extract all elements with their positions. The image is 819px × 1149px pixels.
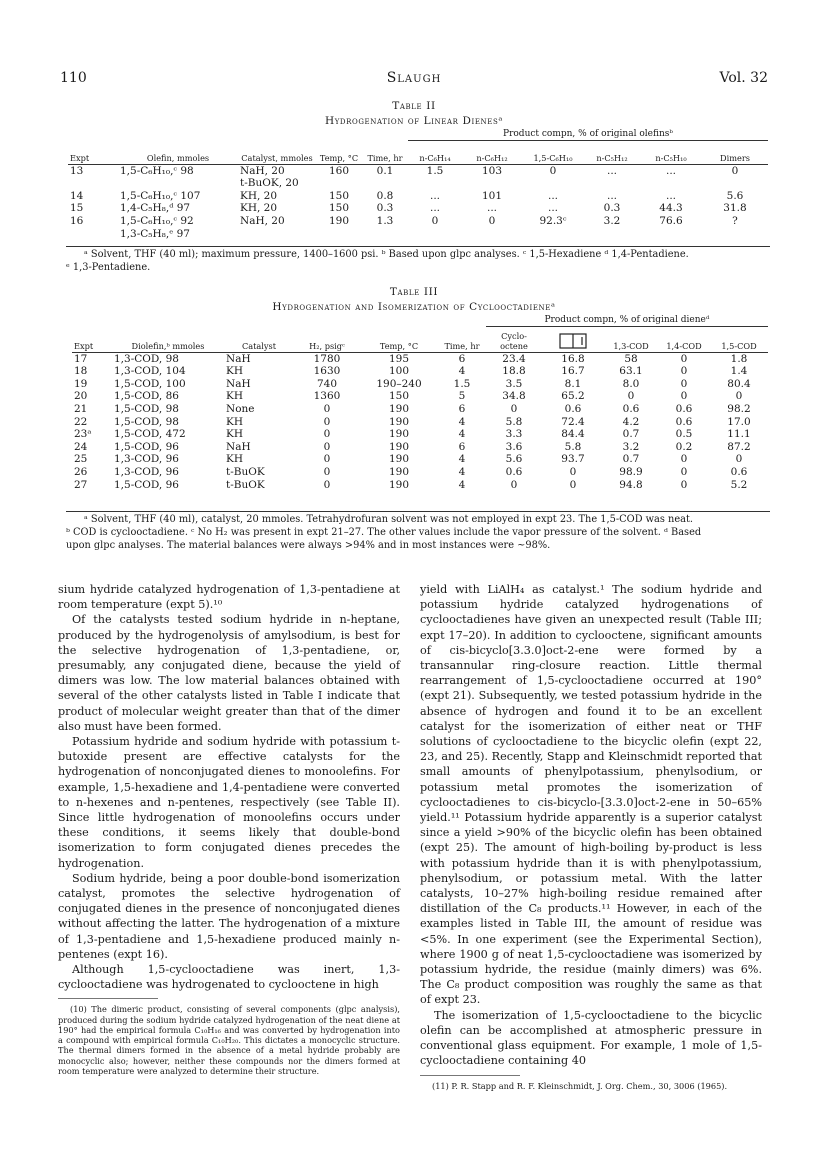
t2-row bbox=[68, 228, 768, 241]
t2-cell: 1,4-C₅H₈,ᵈ 97 bbox=[120, 202, 191, 215]
t3-cell: 1,3-COD, 104 bbox=[114, 365, 186, 378]
t2-cell: 1,5-C₆H₁₀,ᶜ 98 bbox=[120, 164, 194, 177]
t3-row bbox=[72, 453, 768, 466]
t2-cell: ... bbox=[547, 189, 558, 202]
t3-cell: NaH bbox=[226, 352, 251, 365]
t2-cell: 1.5 bbox=[426, 164, 444, 177]
t3-cell: 190 bbox=[388, 428, 410, 441]
t3-cell: 1360 bbox=[313, 390, 341, 403]
t3-cell: 0 bbox=[680, 478, 688, 491]
t2-cell bbox=[462, 228, 522, 241]
t2-cell: 101 bbox=[481, 189, 503, 202]
t3-cell: 195 bbox=[388, 352, 410, 365]
t3-row bbox=[72, 365, 768, 378]
table2-header-row bbox=[68, 140, 768, 164]
t3-cell: 1,5-COD, 96 bbox=[114, 440, 179, 453]
table3-bottom-rule bbox=[66, 511, 770, 512]
t2-cell: 16 bbox=[70, 214, 84, 227]
t3-cell: 72.4 bbox=[561, 415, 585, 428]
t3-cell: 1630 bbox=[313, 365, 341, 378]
t2-cell: KH, 20 bbox=[240, 189, 278, 202]
t2-cell bbox=[362, 177, 408, 190]
t3-cell: 4 bbox=[458, 478, 466, 491]
t3-cell: 8.1 bbox=[564, 377, 582, 390]
t3-cell: 6 bbox=[458, 352, 466, 365]
t3-cell: 1,3-COD, 96 bbox=[114, 465, 179, 478]
t3-cell: 11.1 bbox=[727, 428, 751, 441]
t3-cell: 150 bbox=[388, 390, 410, 403]
t2-cell bbox=[316, 228, 362, 241]
t3-cell: 0 bbox=[680, 377, 688, 390]
t3-cell: 23.4 bbox=[502, 352, 526, 365]
t2-cell: ... bbox=[429, 189, 440, 202]
left-column bbox=[58, 582, 400, 1076]
t3-cell: 4 bbox=[458, 365, 466, 378]
t3-cell: 84.4 bbox=[561, 428, 585, 441]
t2-cell: 150 bbox=[328, 189, 350, 202]
t2-col-header: n-C₅H₁₀ bbox=[640, 140, 702, 164]
t2-cell: 0 bbox=[488, 214, 496, 227]
t2-col-header: Catalyst, mmoles bbox=[238, 140, 316, 164]
t2-col-header: Dimers bbox=[702, 140, 768, 164]
t3-cell: 0 bbox=[680, 465, 688, 478]
t3-row bbox=[72, 416, 768, 429]
t3-cell: 190 bbox=[388, 440, 410, 453]
t2-row bbox=[68, 177, 768, 190]
table2 bbox=[68, 130, 768, 240]
t3-cell: 17.0 bbox=[727, 415, 751, 428]
t2-cell: 160 bbox=[328, 164, 350, 177]
t3-col-header: 1,3-COD bbox=[604, 326, 658, 352]
t3-cell: 0 bbox=[323, 440, 331, 453]
t3-cell: 58 bbox=[624, 352, 638, 365]
table2-group-row bbox=[68, 130, 768, 140]
t3-row bbox=[72, 441, 768, 454]
t3-col-header: H₂, psigᶜ bbox=[294, 326, 360, 352]
table3-footnote-1: ᵃ Solvent, THF (40 ml), catalyst, 20 mmoles. Tetrahydrofuran solvent was not employed in expt 23. The 1,5-COD was neat. bbox=[84, 514, 694, 525]
t3-cell: 0.6 bbox=[564, 402, 582, 415]
table2-label: Table II bbox=[392, 100, 436, 112]
t3-cell: 100 bbox=[388, 365, 410, 378]
t3-row bbox=[72, 466, 768, 479]
t3-cell: 4.2 bbox=[622, 415, 640, 428]
t3-cell: 0 bbox=[680, 352, 688, 365]
t3-cell: 5 bbox=[458, 390, 466, 403]
t2-cell: NaH, 20 bbox=[240, 214, 285, 227]
t2-cell: 0.3 bbox=[376, 202, 394, 215]
t2-cell: 0 bbox=[431, 214, 439, 227]
t3-cell: 65.2 bbox=[561, 390, 585, 403]
t3-cell: 34.8 bbox=[502, 390, 526, 403]
table3-title: Hydrogenation and Isomerization of Cyclooctadieneᵃ bbox=[272, 301, 556, 313]
t3-cell: 4 bbox=[458, 428, 466, 441]
t3-cell: 1,5-COD, 472 bbox=[114, 428, 186, 441]
t3-cell: 1,5-COD, 98 bbox=[114, 415, 179, 428]
t3-cell: KH bbox=[226, 453, 244, 466]
t2-cell bbox=[316, 177, 362, 190]
t2-col-header: Temp, °C bbox=[316, 140, 362, 164]
t2-col-header: n-C₅H₁₂ bbox=[584, 140, 640, 164]
right-column bbox=[420, 582, 762, 1091]
t3-row bbox=[72, 378, 768, 391]
t2-cell: NaH, 20 bbox=[240, 164, 285, 177]
t2-cell: 1,3-C₅H₈,ᵉ 97 bbox=[120, 227, 190, 240]
t3-cell: 0 bbox=[323, 453, 331, 466]
paragraph: Sodium hydride, being a poor double-bond isomerization catalyst, promotes the selective hydrogenation of conjugated dienes in the presence of nonconjugated dienes without affecting the latter. The hydrogenation of a mixture of 1,3-pentadiene and 1,5-hexadiene produced mainly n-pentenes (expt 16). bbox=[58, 871, 400, 961]
t3-col-header: Cyclo- octene bbox=[486, 326, 542, 352]
t3-cell: None bbox=[226, 402, 255, 415]
t2-cell: 0.8 bbox=[376, 189, 394, 202]
paragraph: sium hydride catalyzed hydrogenation of 1,3-pentadiene at room temperature (expt 5).¹⁰ bbox=[58, 583, 400, 612]
t3-cell: 0 bbox=[680, 365, 688, 378]
t3-cell: 1,5-COD, 86 bbox=[114, 390, 179, 403]
t3-cell: 1,5-COD, 100 bbox=[114, 377, 186, 390]
t2-cell bbox=[640, 228, 702, 241]
t3-cell: 0 bbox=[510, 402, 518, 415]
t3-cell: 6 bbox=[458, 440, 466, 453]
t3-cell: 87.2 bbox=[727, 440, 751, 453]
t3-cell: 27 bbox=[74, 478, 88, 491]
t3-col-header: Expt bbox=[72, 326, 112, 352]
paragraph: Although 1,5-cyclooctadiene was inert, 1,3-cyclooctadiene was hydrogenated to cyclooctene in high bbox=[58, 963, 400, 992]
table2-footnote-2: ᵉ 1,3-Pentadiene. bbox=[66, 262, 151, 273]
t2-cell: ? bbox=[732, 214, 738, 227]
table3-label: Table III bbox=[389, 286, 439, 298]
t3-cell: 0.6 bbox=[675, 415, 693, 428]
t2-row bbox=[68, 164, 768, 177]
t2-cell: 92.3ᶜ bbox=[539, 214, 567, 227]
t3-cell: 20 bbox=[74, 390, 88, 403]
t3-cell: 98.9 bbox=[619, 465, 643, 478]
t3-cell: 0 bbox=[735, 453, 743, 466]
t2-col-header: Olefin, mmoles bbox=[118, 140, 238, 164]
t3-col-header: Temp, °C bbox=[360, 326, 438, 352]
t2-cell bbox=[408, 228, 462, 241]
t2-cell: 0.3 bbox=[603, 202, 621, 215]
t3-cell: NaH bbox=[226, 377, 251, 390]
t3-cell: 0 bbox=[323, 415, 331, 428]
t3-col-header: 1,4-COD bbox=[658, 326, 710, 352]
t3-cell: 1,5-COD, 96 bbox=[114, 478, 179, 491]
table2-bottom-rule bbox=[66, 246, 770, 247]
t2-col-header: n-C₆H₁₂ bbox=[462, 140, 522, 164]
t2-cell: ... bbox=[606, 164, 617, 177]
t2-cell: 190 bbox=[328, 214, 350, 227]
t3-row bbox=[72, 390, 768, 403]
table3-footnote-2: ᵇ COD is cyclooctadiene. ᶜ No H₂ was present in expt 21–27. The other values include the vapor pressure of the solvent. ᵈ Based bbox=[66, 527, 702, 538]
t3-cell: 6 bbox=[458, 402, 466, 415]
footnote-separator bbox=[420, 1075, 520, 1076]
t3-cell: KH bbox=[226, 365, 244, 378]
t3-cell: t-BuOK bbox=[226, 478, 265, 491]
t3-cell: 0.5 bbox=[675, 428, 693, 441]
t3-cell: KH bbox=[226, 428, 244, 441]
t2-cell: 3.2 bbox=[603, 214, 621, 227]
t2-cell bbox=[362, 228, 408, 241]
t2-cell: 5.6 bbox=[726, 189, 744, 202]
t3-cell: 0 bbox=[323, 428, 331, 441]
t3-cell: 16.8 bbox=[561, 352, 585, 365]
t3-cell: 5.2 bbox=[730, 478, 748, 491]
t2-col-header: n-C₆H₁₄ bbox=[408, 140, 462, 164]
footnote-10: (10) The dimeric product, consisting of several components (glpc analysis), produced during the sodium hydride catalyzed hydrogenation of the neat diene at 190° had the empirical formula C₁₀H₁₆ and was converted by hydrogenation into a compound with empirical formula C₁₀H₂₀. This dictates a monocyclic structure. The thermal dimers formed in the absence of a metal hydride probably are monocyclic also; however, neither these compounds nor the dimers formed at room temperature were analyzed to determine their structure. bbox=[58, 1004, 400, 1076]
t3-cell: 4 bbox=[458, 415, 466, 428]
t2-row bbox=[68, 190, 768, 203]
t3-cell: 26 bbox=[74, 465, 88, 478]
t2-cell bbox=[238, 228, 316, 241]
table3 bbox=[72, 316, 768, 491]
t3-cell: 0 bbox=[323, 402, 331, 415]
t3-cell: 63.1 bbox=[619, 365, 643, 378]
t2-cell: 1,5-C₆H₁₀,ᶜ 92 bbox=[120, 214, 194, 227]
t3-row bbox=[72, 352, 768, 365]
t3-cell: 1,5-COD, 98 bbox=[114, 402, 179, 415]
table2-title: Hydrogenation of Linear Dienesᵃ bbox=[324, 115, 504, 127]
t3-cell: 190–240 bbox=[376, 377, 422, 390]
t3-cell: 17 bbox=[74, 352, 88, 365]
t3-cell: 3.6 bbox=[505, 440, 523, 453]
t3-cell: 0 bbox=[735, 390, 743, 403]
paragraph: Of the catalysts tested sodium hydride in n-heptane, produced by the hydrogenolysis of amylsodium, is best for the selective hydrogenation of 1,3-pentadiene, or, presumably, any conjugated diene, because the yield of dimers was low. The low material balances obtained with several of the other catalysts listed in Table I indicate that product of molecular weight greater than that of the dimer also must have been formed. bbox=[58, 613, 400, 733]
t3-cell: 5.8 bbox=[505, 415, 523, 428]
t3-cell: 21 bbox=[74, 402, 88, 415]
t3-cell: KH bbox=[226, 415, 244, 428]
t3-cell: 18 bbox=[74, 365, 88, 378]
t3-cell: 0 bbox=[569, 478, 577, 491]
t3-cell: 0 bbox=[680, 453, 688, 466]
t2-cell: 76.6 bbox=[659, 214, 683, 227]
t3-cell: 0 bbox=[323, 465, 331, 478]
table2-product-group: Product compn, % of original olefinsᵇ bbox=[408, 130, 768, 140]
t3-cell: 0 bbox=[627, 390, 635, 403]
t3-cell: 1.5 bbox=[453, 377, 471, 390]
t3-cell: 19 bbox=[74, 377, 88, 390]
t2-cell: 150 bbox=[328, 202, 350, 215]
t3-col-header: 1,5-COD bbox=[710, 326, 768, 352]
table3-header-row bbox=[72, 326, 768, 352]
t3-cell: 0.6 bbox=[505, 465, 523, 478]
t3-cell: 98.2 bbox=[727, 402, 751, 415]
t2-cell bbox=[408, 177, 462, 190]
t3-cell: 740 bbox=[316, 377, 338, 390]
t3-cell: 3.2 bbox=[622, 440, 640, 453]
t3-col-header: Diolefin,ᵇ mmoles bbox=[112, 326, 224, 352]
t3-row bbox=[72, 479, 768, 492]
t3-col-header: Time, hr bbox=[438, 326, 486, 352]
t3-cell: 0 bbox=[323, 478, 331, 491]
t2-cell bbox=[640, 177, 702, 190]
t3-cell: 190 bbox=[388, 453, 410, 466]
t2-col-header: Time, hr bbox=[362, 140, 408, 164]
t3-row bbox=[72, 428, 768, 441]
t3-cell: 190 bbox=[388, 465, 410, 478]
t3-cell: 4 bbox=[458, 465, 466, 478]
t2-cell: ... bbox=[486, 202, 497, 215]
t3-cell: 5.8 bbox=[564, 440, 582, 453]
t3-cell: 16.7 bbox=[561, 365, 585, 378]
t2-cell: ... bbox=[665, 164, 676, 177]
t2-cell: 31.8 bbox=[723, 202, 747, 215]
paragraph: The isomerization of 1,5-cyclooctadiene to the bicyclic olefin can be accomplished at atmospheric pressure in conventional glass equipment. For example, 1 mole of 1,5-cyclooctadiene containing 40 bbox=[420, 1008, 762, 1068]
t3-col-header: Catalyst bbox=[224, 326, 294, 352]
t2-col-header: Expt bbox=[68, 140, 118, 164]
t2-cell bbox=[118, 177, 238, 190]
t3-cell: NaH bbox=[226, 440, 251, 453]
t2-cell: 15 bbox=[70, 202, 84, 215]
t2-cell: ... bbox=[429, 202, 440, 215]
t3-cell: 8.0 bbox=[622, 377, 640, 390]
t2-cell: 44.3 bbox=[659, 202, 683, 215]
t2-cell: 1,5-C₆H₁₀,ᶜ 107 bbox=[120, 189, 201, 202]
table3-group-row bbox=[72, 316, 768, 326]
t2-row bbox=[68, 215, 768, 228]
t3-cell: 190 bbox=[388, 478, 410, 491]
t2-cell bbox=[584, 177, 640, 190]
volume-label: Vol. 32 bbox=[719, 70, 768, 86]
t3-row bbox=[72, 403, 768, 416]
t2-cell bbox=[522, 228, 584, 241]
t2-cell: ... bbox=[606, 189, 617, 202]
t2-cell bbox=[584, 228, 640, 241]
t3-cell: t-BuOK bbox=[226, 465, 265, 478]
t3-cell: 25 bbox=[74, 453, 88, 466]
t3-cell: 24 bbox=[74, 440, 88, 453]
t3-cell: 0 bbox=[510, 478, 518, 491]
t3-cell: 22 bbox=[74, 415, 88, 428]
author-header: Slaugh bbox=[386, 70, 442, 86]
t2-cell: ... bbox=[665, 189, 676, 202]
running-header bbox=[60, 70, 768, 88]
t3-cell: 0.6 bbox=[622, 402, 640, 415]
t2-cell bbox=[68, 228, 118, 241]
t3-cell: 94.8 bbox=[619, 478, 643, 491]
t2-cell: 14 bbox=[70, 189, 84, 202]
t3-cell: 1780 bbox=[313, 352, 341, 365]
t3-cell: KH bbox=[226, 390, 244, 403]
t2-cell: 1.3 bbox=[376, 214, 394, 227]
footnote-11: (11) P. R. Stapp and R. F. Kleinschmidt, J. Org. Chem., 30, 3006 (1965). bbox=[432, 1080, 728, 1091]
footnote-separator bbox=[58, 998, 158, 999]
t3-cell: 1.8 bbox=[730, 352, 748, 365]
t3-cell: 23ᵃ bbox=[74, 428, 92, 441]
t3-cell: 1.4 bbox=[730, 365, 748, 378]
t2-cell: 0 bbox=[731, 164, 739, 177]
t2-cell bbox=[702, 228, 768, 241]
t2-cell: ... bbox=[547, 202, 558, 215]
table3-footnote-3: upon glpc analyses. The material balances were always >94% and in most instances were ~98%. bbox=[66, 540, 551, 551]
t2-cell bbox=[522, 177, 584, 190]
t3-cell: 1,3-COD, 96 bbox=[114, 453, 179, 466]
t3-cell: 0.2 bbox=[675, 440, 693, 453]
t3-cell: 190 bbox=[388, 402, 410, 415]
t3-cell: 18.8 bbox=[502, 365, 526, 378]
t2-cell: 103 bbox=[481, 164, 503, 177]
t3-cell: 93.7 bbox=[561, 453, 585, 466]
t3-cell: 0.6 bbox=[675, 402, 693, 415]
t2-cell: KH, 20 bbox=[240, 202, 278, 215]
t3-cell: 0 bbox=[680, 390, 688, 403]
t2-cell: 0 bbox=[549, 164, 557, 177]
t3-cell: 0.6 bbox=[730, 465, 748, 478]
t3-cell: 5.6 bbox=[505, 453, 523, 466]
t3-cell: 0 bbox=[569, 465, 577, 478]
t2-cell bbox=[68, 177, 118, 190]
t2-cell: 0.1 bbox=[376, 164, 394, 177]
paragraph: yield with LiAlH₄ as catalyst.¹ The sodium hydride and potassium hydride catalyzed hydrogenations of cyclooctadienes have given an unexpected result (Table III; expt 17–20). In addition to cyclooctene, significant amounts of cis-bicyclo[3.3.0]oct-2-ene were formed by a transannular ring-closure reaction. Little thermal rearrangement of 1,5-cyclooctadiene occurred at 190° (expt 21). Subsequently, we tested potassium hydride in the absence of hydrogen and found it to be an excellent catalyst for the isomerization of either neat or THF solutions of cyclooctadiene to the bicyclic olefin (expt 22, 23, and 25). Recently, Stapp and Kleinschmidt reported that small amounts of phenylpotassium, phenylsodium, or potassium metal promotes the isomerization of cyclooctadienes to cis-bicyclo-[3.3.0]oct-2-ene in 50–65% yield.¹¹ Potassium hydride apparently is a superior catalyst since a yield >90% of the bicyclic olefin has been obtained (expt 25). The amount of high-boiling by-product is less with potassium hydride than it is with phenylpotassium, phenylsodium, or potassium metal. With the latter catalysts, 10–27% high-boiling residue remained after distillation of the C₈ products.¹¹ However, in each of the examples listed in Table III, the amount of residue was <5%. In one experiment (see the Experimental Section), where 1900 g of neat 1,5-cyclooctadiene was isomerized by potassium hydride, the residue (mainly dimers) was 6%. The C₈ product composition was roughly the same as that of expt 23. bbox=[420, 583, 762, 1007]
paragraph: Potassium hydride and sodium hydride with potassium t-butoxide present are effective catalysts for the hydrogenation of nonconjugated dienes to monoolefins. For example, 1,5-hexadiene and 1,4-pentadiene were converted to n-hexenes and n-pentenes, respectively (see Table II). Since little hydrogenation of monoolefins occurs under these conditions, it seems likely that double-bond isomerization to form conjugated dienes precedes the hydrogenation. bbox=[58, 735, 400, 870]
table3-product-group: Product compn, % of original dieneᵈ bbox=[486, 316, 768, 326]
bicyclooctene-structure-icon bbox=[542, 326, 604, 352]
table2-footnote-1: ᵃ Solvent, THF (40 ml); maximum pressure, 1400–1600 psi. ᵇ Based upon glpc analyses. ᶜ 1,5-Hexadiene ᵈ 1,4-Pentadiene. bbox=[84, 249, 689, 260]
t3-cell: 3.5 bbox=[505, 377, 523, 390]
t2-cell: t-BuOK, 20 bbox=[240, 177, 299, 190]
t2-cell: 13 bbox=[70, 164, 84, 177]
t3-cell: 4 bbox=[458, 453, 466, 466]
page-number: 110 bbox=[60, 70, 87, 86]
t3-cell: 190 bbox=[388, 415, 410, 428]
t2-cell bbox=[462, 177, 522, 190]
t3-cell: 3.3 bbox=[505, 428, 523, 441]
t3-cell: 1,3-COD, 98 bbox=[114, 352, 179, 365]
t2-cell bbox=[702, 177, 768, 190]
t3-cell: 0.7 bbox=[622, 428, 640, 441]
t3-cell: 0.7 bbox=[622, 453, 640, 466]
t2-col-header: 1,5-C₆H₁₀ bbox=[522, 140, 584, 164]
t3-cell: 80.4 bbox=[727, 377, 751, 390]
t2-row bbox=[68, 202, 768, 215]
